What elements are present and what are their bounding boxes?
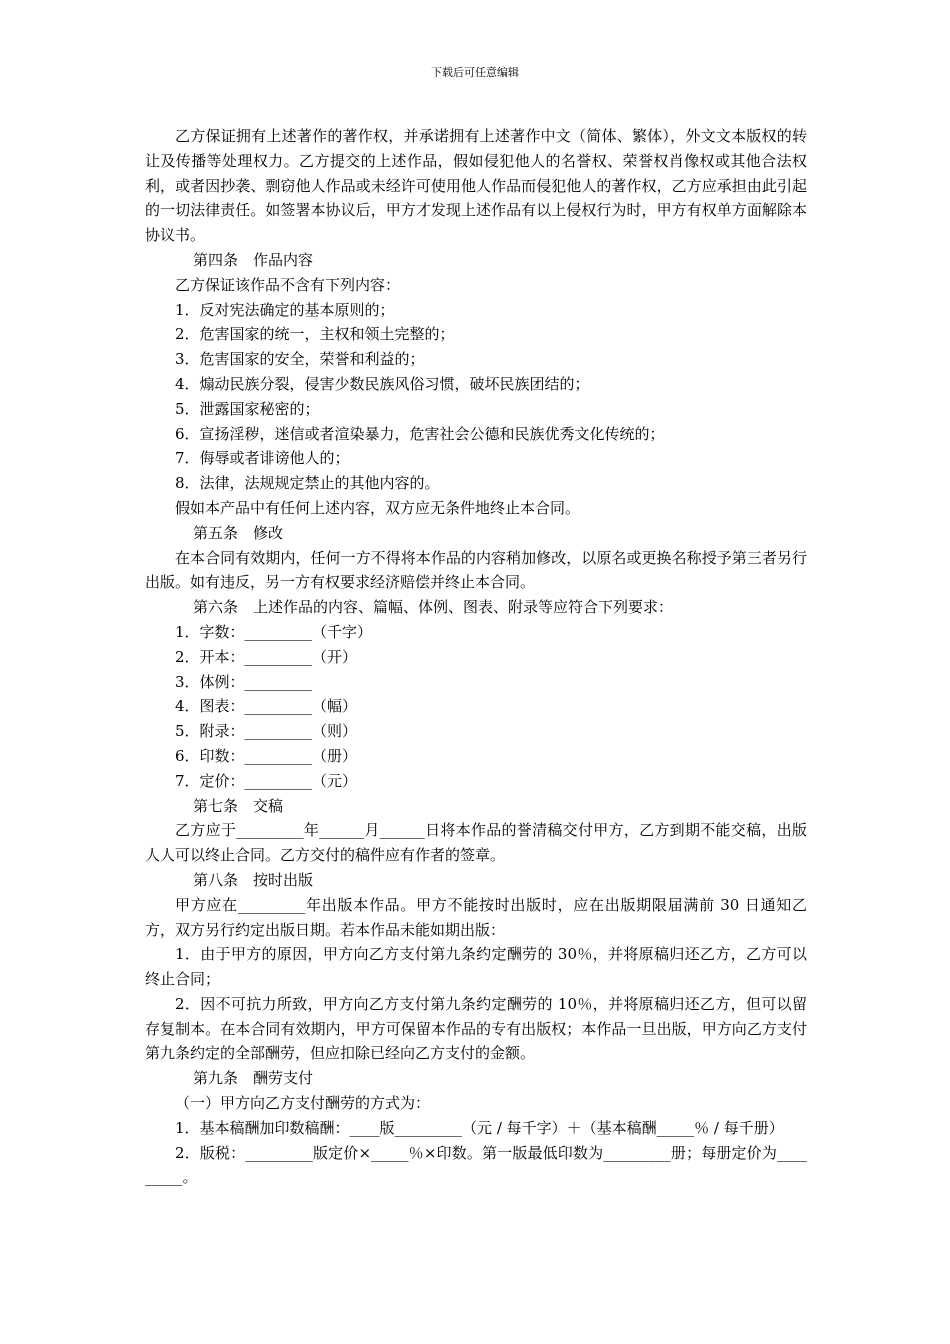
article-8-heading: 第八条 按时出版 bbox=[193, 870, 314, 889]
list-item: 2．开本：_________（开） bbox=[175, 647, 358, 666]
list-item: 1．字数：_________（千字） bbox=[175, 622, 373, 641]
article-9-item-2: 2．版税：_________版定价×_____％×印数。第一版最低印数为_________册；每册定价为_________。 bbox=[145, 1143, 807, 1187]
list-item: 6．宣扬淫秽，迷信或者渲染暴力，危害社会公德和民族优秀文化传统的； bbox=[175, 424, 665, 443]
article-6-heading: 第六条 上述作品的内容、篇幅、体例、图表、附录等应符合下列要求： bbox=[193, 598, 674, 617]
article-8-item-2: 2．因不可抗力所致，甲方向乙方支付第九条约定酬劳的 10％，并将原稿归还乙方，但可以留存复制本。在本合同有效期内，甲方可保留本作品的专有出版权；本作品一旦出版，甲方向乙方支付第九条约定的全部酬劳，但应扣除已经向乙方支付的金额。 bbox=[145, 994, 807, 1063]
article-9-subheading: （一）甲方向乙方支付酬劳的方式为： bbox=[175, 1094, 431, 1113]
article-5-heading: 第五条 修改 bbox=[193, 523, 284, 542]
list-item: 4．图表：_________（幅） bbox=[175, 697, 358, 716]
article-7-text: 乙方应于_________年______月______日将本作品的誉清稿交付甲方，乙方到期不能交稿，出版人人可以终止合同。乙方交付的稿件应有作者的签章。 bbox=[145, 821, 807, 865]
article-8-text: 甲方应在_________年出版本作品。甲方不能按时出版时，应在出版期限届满前 30 日通知乙方，双方另行约定出版日期。若本作品未能如期出版： bbox=[145, 895, 807, 939]
list-item: 7．侮辱或者诽谤他人的； bbox=[175, 449, 350, 468]
article-8-item-1: 1．由于甲方的原因，甲方向乙方支付第九条约定酬劳的 30％，并将原稿归还乙方，乙方可以终止合同； bbox=[145, 945, 807, 989]
article-9-heading: 第九条 酬劳支付 bbox=[193, 1069, 314, 1088]
list-item: 4．煽动民族分裂，侵害少数民族风俗习惯，破坏民族团结的； bbox=[175, 374, 590, 393]
list-item: 1．反对宪法确定的基本原则的； bbox=[175, 300, 395, 319]
article-9-item-1: 1．基本稿酬加印数稿酬：____版_________（元 / 每千字）＋（基本稿酬_____％ / 每千册） bbox=[175, 1118, 784, 1137]
list-item: 5．附录：_________（则） bbox=[175, 722, 358, 741]
article-4-heading: 第四条 作品内容 bbox=[193, 250, 314, 269]
list-item: 3．体例：_________ bbox=[175, 672, 313, 691]
list-item: 8．法律，法规规定禁止的其他内容的。 bbox=[175, 474, 440, 493]
list-item: 6．印数：_________（册） bbox=[175, 746, 358, 765]
list-item: 7．定价：_________（元） bbox=[175, 771, 358, 790]
article-4-closing: 假如本产品中有任何上述内容，双方应无条件地终止本合同。 bbox=[175, 498, 581, 517]
page-header: 下载后可任意编辑 bbox=[431, 66, 519, 79]
list-item: 5．泄露国家秘密的； bbox=[175, 399, 320, 418]
list-item: 2．危害国家的统一，主权和领土完整的； bbox=[175, 325, 455, 344]
paragraph-copyright-guarantee: 乙方保证拥有上述著作的著作权，并承诺拥有上述著作中文（简体、繁体），外文文本版权的转让及传播等处理权力。乙方提交的上述作品，假如侵犯他人的名誉权、荣誉权肖像权或其他合法权利，或者因抄袭、剽窃他人作品或未经许可使用他人作品而侵犯他人的著作权，乙方应承担由此引起的一切法律责任。如签署本协议后，甲方才发现上述作品有以上侵权行为时，甲方有权单方面解除本协议书。 bbox=[145, 127, 807, 245]
list-item: 3．危害国家的安全，荣誉和利益的； bbox=[175, 350, 425, 369]
article-4-intro: 乙方保证该作品不含有下列内容： bbox=[175, 275, 401, 294]
document-body bbox=[145, 124, 807, 1190]
article-7-heading: 第七条 交稿 bbox=[193, 796, 284, 815]
article-5-text: 在本合同有效期内，任何一方不得将本作品的内容稍加修改，以原名或更换名称授予第三者另行出版。如有违反，另一方有权要求经济赔偿并终止本合同。 bbox=[145, 548, 807, 592]
